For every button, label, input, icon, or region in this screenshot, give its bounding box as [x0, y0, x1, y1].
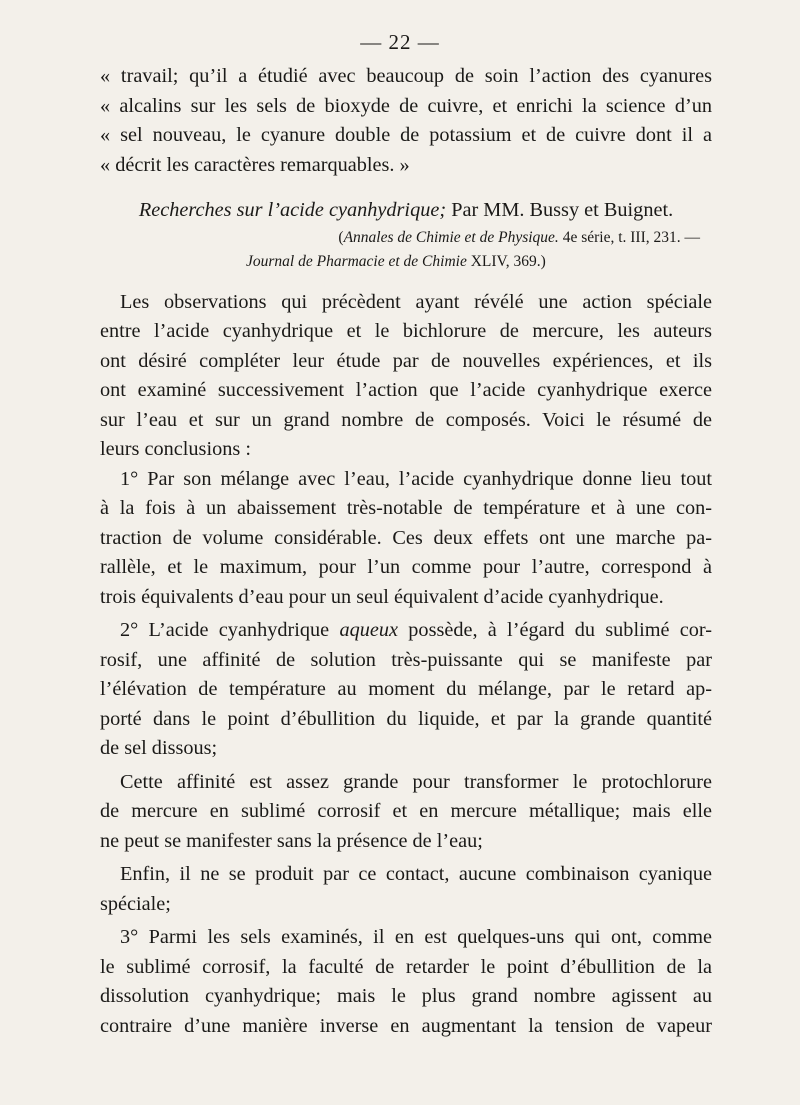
paragraph-1 — [100, 465, 712, 613]
paragraph-3 — [100, 768, 712, 857]
text-line: porté dans le point d’ébullition du liquide, et par la grande quantité — [100, 707, 712, 730]
heading-authors: Par MM. Bussy et Buignet. — [451, 199, 674, 221]
citation-journal-1: Annales de Chimie et de Physique. — [343, 228, 559, 246]
text-line: 3° Parmi les sels examinés, il en est quelques-uns qui ont, comme — [120, 926, 712, 948]
text-line: ont désiré compléter leur étude par de nouvelles expériences, et ils — [100, 349, 712, 372]
page-number: — 22 — — [360, 30, 440, 54]
text-line: de mercure en sublimé corrosif et en mercure métallique; mais elle — [100, 800, 712, 822]
text-line: entre l’acide cyanhydrique et le bichlorure de mercure, les auteurs — [100, 320, 712, 342]
quote-line: « alcalins sur les sels de bioxyde de cuivre, et enrichi la science d’un — [100, 94, 712, 117]
text-line: spéciale; — [100, 892, 171, 915]
section-heading — [100, 196, 712, 226]
quote-block — [100, 62, 712, 180]
text-line: ne peut se manifester sans la présence de l’eau; — [100, 829, 483, 852]
text-line: rosif, une affinité de solution très-puissante qui se manifeste par — [100, 648, 712, 671]
quote-line: « sel nouveau, le cyanure double de potassium et de cuivre dont il a — [100, 124, 712, 146]
text-line: rallèle, et le maximum, pour l’un comme pour l’autre, correspond à — [100, 556, 712, 578]
text-line — [100, 616, 712, 646]
paragraph-intro — [100, 288, 712, 465]
text-line: à la fois à un abaissement très-notable de température et à une con- — [100, 497, 712, 519]
citation-line-2 — [100, 250, 712, 274]
text-line: Cette affinité est assez grande pour transformer le protochlorure — [120, 770, 712, 793]
text-line: le sublimé corrosif, la faculté de retarder le point d’ébullition de la — [100, 955, 712, 978]
text-line: leurs conclusions : — [100, 438, 251, 460]
text-line: ont examiné successivement l’action que l’acide cyanhydrique exerce — [100, 379, 712, 401]
text-italic: aqueux — [339, 619, 399, 641]
text-line: Les observations qui précèdent ayant révélé une action spéciale — [120, 290, 712, 313]
text-line: 1° Par son mélange avec l’eau, l’acide cyanhydrique donne lieu tout — [120, 467, 712, 490]
text-line: contraire d’une manière inverse en augmentant la tension de vapeur — [100, 1014, 712, 1037]
text-line: sur l’eau et sur un grand nombre de composés. Voici le résumé de — [100, 408, 712, 431]
page-body — [100, 62, 712, 1041]
text-line: Enfin, il ne se produit par ce contact, aucune combinaison cyanique — [120, 863, 712, 885]
citation-ref-1: 4e série, t. III, 231. — — [562, 228, 700, 246]
text-line: trois équivalents d’eau pour un seul équivalent d’acide cyanhydrique. — [100, 585, 664, 608]
text-line: de sel dissous; — [100, 737, 218, 759]
citation-ref-2: XLIV, 369.) — [470, 252, 546, 270]
paragraph-2 — [100, 616, 712, 764]
text-line: l’élévation de température au moment du mélange, par le retard ap- — [100, 678, 712, 700]
quote-line: « décrit les caractères remarquables. » — [100, 153, 410, 176]
text-fragment: possède, à l’égard du sublimé cor- — [408, 619, 712, 641]
text-line: dissolution cyanhydrique; mais le plus grand nombre agissent au — [100, 985, 712, 1007]
citation-line-1 — [100, 226, 712, 250]
citation-journal-2: Journal de Pharmacie et de Chimie — [246, 252, 467, 270]
quote-line: « travail; qu’il a étudié avec beaucoup de soin l’action des cyanures — [100, 65, 712, 87]
text-line: traction de volume considérable. Ces deux effets ont une marche pa- — [100, 526, 712, 549]
text-fragment: 2° L’acide cyanhydrique — [120, 619, 330, 641]
paragraph-4 — [100, 860, 712, 919]
paragraph-5 — [100, 923, 712, 1041]
heading-title: Recherches sur l’acide cyanhydrique; — [138, 199, 447, 221]
citation-paren: ( — [338, 228, 344, 246]
